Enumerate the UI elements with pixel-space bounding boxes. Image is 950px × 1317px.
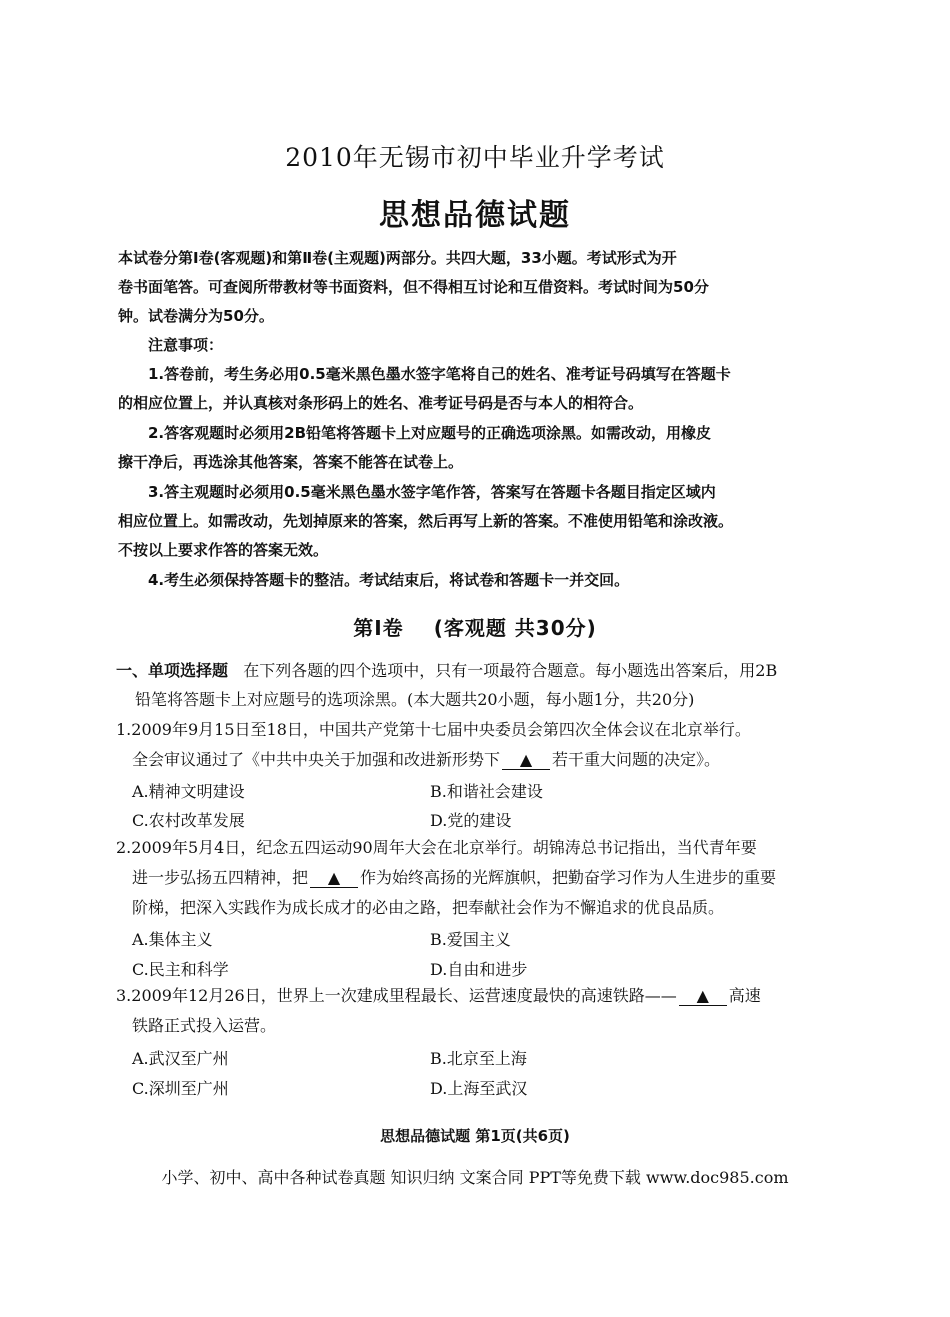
section-part: 第Ⅰ卷 — [353, 616, 404, 640]
intro-line-3: 钟。试卷满分为50分。 — [118, 307, 274, 325]
download-banner: 小学、初中、高中各种试卷真题 知识归纳 文案合同 PPT等免费下载 www.doc985.com — [161, 1168, 789, 1187]
notice-item-3c: 不按以上要求作答的答案无效。 — [118, 541, 329, 559]
question-1-line-1: 1.2009年9月15日至18日，中国共产党第十七届中央委员会第四次全体会议在北京举行。 — [116, 720, 751, 739]
notice-item-2b: 擦干净后，再选涂其他答案，答案不能答在试卷上。 — [118, 453, 464, 471]
question-3-option-b: B.北京至上海 — [430, 1049, 527, 1068]
section-heading — [0, 612, 950, 641]
subject-title: 思想品德试题 — [379, 198, 571, 233]
notice-item-3a: 3.答主观题时必须用0.5毫米黑色墨水签字笔作答，答案写在答题卡各题目指定区域内 — [148, 483, 716, 501]
question-2-line-1: 2.2009年5月4日，纪念五四运动90周年大会在北京举行。胡锦涛总书记指出，当代青年要 — [116, 838, 757, 857]
notice-heading: 注意事项： — [148, 336, 224, 354]
intro-line-1: 本试卷分第Ⅰ卷(客观题)和第Ⅱ卷(主观题)两部分。共四大题，33小题。考试形式为开 — [118, 249, 677, 267]
single-choice-label: 一、单项选择题 — [116, 661, 229, 680]
notice-item-1a: 1.答卷前，考生务必用0.5毫米黑色墨水签字笔将自己的姓名、准考证号码填写在答题卡 — [148, 365, 731, 383]
section-desc: (客观题 共30分) — [433, 616, 597, 640]
notice-item-2a: 2.答客观题时必须用2B铅笔将答题卡上对应题号的正确选项涂黑。如需改动，用橡皮 — [148, 424, 712, 442]
question-1-line-2: 全会审议通过了《中共中央关于加强和改进新形势下 ▲ 若干重大问题的决定》。 — [132, 750, 721, 769]
question-2-option-b: B.爱国主义 — [430, 930, 511, 949]
question-1-option-d: D.党的建设 — [430, 811, 512, 830]
question-2-line-2: 进一步弘扬五四精神，把 ▲ 作为始终高扬的光辉旗帜，把勤奋学习作为人生进步的重要 — [132, 868, 777, 887]
question-2-option-a: A.集体主义 — [132, 930, 213, 949]
question-1-option-c: C.农村改革发展 — [132, 811, 245, 830]
question-3-option-a: A.武汉至广州 — [132, 1049, 229, 1068]
question-3-option-d: D.上海至武汉 — [430, 1079, 528, 1098]
notice-item-4: 4.考生必须保持答题卡的整洁。考试结束后，将试卷和答题卡一并交回。 — [148, 571, 630, 589]
notice-item-1b: 的相应位置上，并认真核对条形码上的姓名、准考证号码是否与本人的相符合。 — [118, 394, 644, 412]
question-2-line-3: 阶梯，把深入实践作为成长成才的必由之路，把奉献社会作为不懈追求的优良品质。 — [132, 898, 725, 917]
single-choice-line-1: 在下列各题的四个选项中，只有一项最符合题意。每小题选出答案后，用2B — [243, 661, 778, 680]
question-3-line-2: 铁路正式投入运营。 — [132, 1016, 277, 1035]
question-2-option-d: D.自由和进步 — [430, 960, 528, 979]
answer-blank: ▲ — [679, 987, 727, 1006]
single-choice-line-2: 铅笔将答题卡上对应题号的选项涂黑。(本大题共20小题，每小题1分，共20分) — [135, 690, 695, 709]
question-2-option-c: C.民主和科学 — [132, 960, 229, 979]
page-footer: 思想品德试题 第1页(共6页) — [380, 1127, 570, 1145]
answer-blank: ▲ — [310, 869, 358, 888]
exam-title: 2010年无锡市初中毕业升学考试 — [285, 143, 665, 172]
intro-line-2: 卷书面笔答。可查阅所带教材等书面资料，但不得相互讨论和互借资料。考试时间为50分 — [118, 278, 709, 296]
single-choice-intro — [116, 661, 780, 681]
question-3-option-c: C.深圳至广州 — [132, 1079, 229, 1098]
answer-blank: ▲ — [502, 751, 550, 770]
question-3-line-1: 3.2009年12月26日，世界上一次建成里程最长、运营速度最快的高速铁路—— ▲ 高速 — [116, 986, 761, 1005]
question-1-option-a: A.精神文明建设 — [132, 782, 245, 801]
notice-item-3b: 相应位置上。如需改动，先划掉原来的答案，然后再写上新的答案。不准使用铅笔和涂改液。 — [118, 512, 734, 530]
question-1-option-b: B.和谐社会建设 — [430, 782, 543, 801]
